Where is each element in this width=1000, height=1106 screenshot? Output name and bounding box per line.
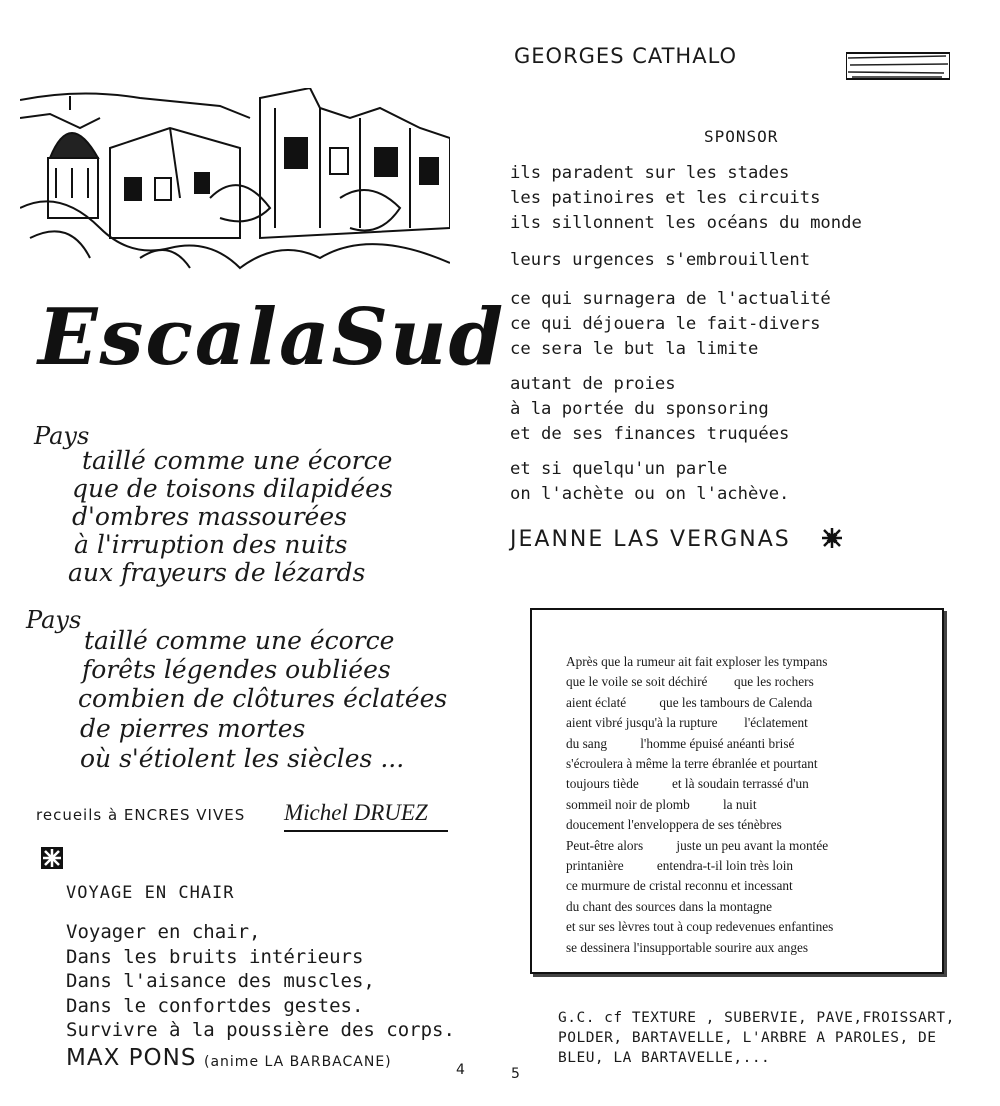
- author-las-vergnas: JEANNE LAS VERGNAS: [510, 527, 791, 552]
- sponsor-line: autant de proies: [510, 374, 676, 394]
- asterisk-ornament-icon: [40, 846, 64, 870]
- voyage-line: Dans le confortdes gestes.: [66, 994, 364, 1017]
- box-line: aient vibré jusqu'à la rupture l'éclatement: [566, 715, 808, 731]
- sponsor-stanza-5: [510, 457, 789, 507]
- voyage-line: Dans les bruits intérieurs: [66, 945, 364, 968]
- box-line: doucement l'enveloppera de ses ténèbres: [566, 817, 782, 833]
- sponsor-line: leurs urgences s'embrouillent: [510, 250, 811, 270]
- page-number-right: 5: [511, 1066, 520, 1082]
- sponsor-line: on l'achète ou on l'achève.: [510, 484, 790, 504]
- sponsor-line: ce qui surnagera de l'actualité: [510, 289, 831, 309]
- voyage-line: Survivre à la poussière des corps.: [66, 1019, 455, 1042]
- box-line: sommeil noir de plomb la nuit: [566, 796, 757, 812]
- author-druez: Michel DRUEZ: [284, 800, 428, 825]
- max-pons-note: (anime LA BARBACANE): [204, 1054, 392, 1070]
- recueils-credit: recueils à ENCRES VIVES: [36, 806, 246, 824]
- sponsor-stanza-1: [510, 161, 862, 236]
- poem2-line-4: de pierres mortes: [80, 714, 306, 743]
- sponsor-stanza-2: [510, 248, 810, 273]
- idees-stamp-graphic: [846, 50, 950, 80]
- poem2-line-1: taillé comme une écorce: [84, 626, 395, 655]
- box-line: se dessinera l'insupportable sourire aux anges: [566, 939, 809, 955]
- box-line: ce murmure de cristal reconnu et incessant: [566, 878, 793, 894]
- gc-note-line: POLDER, BARTAVELLE, L'ARBRE A PAROLES, DE: [558, 1030, 937, 1046]
- sponsor-line: ils sillonnent les océans du monde: [510, 213, 862, 233]
- box-line: toujours tiède et là soudain terrassé d'un: [566, 776, 809, 792]
- escalasud-title: EscalaSud: [38, 292, 506, 383]
- sponsor-line: et si quelqu'un parle: [510, 459, 728, 479]
- box-line: que le voile se soit déchiré que les rochers: [566, 674, 814, 690]
- gc-notes: [558, 1008, 955, 1068]
- sponsor-line: ce qui déjouera le fait-divers: [510, 314, 821, 334]
- sponsor-line: à la portée du sponsoring: [510, 399, 769, 419]
- voyage-line: Voyager en chair,: [66, 921, 261, 943]
- poem2-label: Pays: [26, 606, 82, 634]
- box-line: s'écroulera à même la terre ébranlée et pourtant: [566, 756, 818, 772]
- page-number-left: 4: [456, 1062, 465, 1078]
- poem1-line-1: taillé comme une écorce: [82, 446, 393, 475]
- gc-note-line: G.C. cf TEXTURE , SUBERVIE, PAVE,FROISSART,: [558, 1010, 955, 1026]
- voyage-title: VOYAGE EN CHAIR: [66, 883, 235, 903]
- sponsor-stanza-4: [510, 372, 789, 447]
- idees-stamp: [846, 50, 950, 80]
- voyage-line: Dans l'aisance des muscles,: [66, 970, 375, 993]
- poem1-line-4: à l'irruption des nuits: [74, 530, 348, 559]
- author-max-pons: MAX PONS: [66, 1045, 197, 1071]
- author-cathalo: GEORGES CATHALO: [514, 44, 738, 68]
- sponsor-line: et de ses finances truquées: [510, 424, 790, 444]
- sponsor-line: ils paradent sur les stades: [510, 163, 790, 183]
- village-sketch-illustration: [20, 88, 450, 276]
- voyage-poem: [66, 920, 455, 1043]
- gc-note-line: BLEU, LA BARTAVELLE,...: [558, 1050, 771, 1066]
- druez-underline: [284, 830, 448, 832]
- poem2-line-2: forêts légendes oubliées: [82, 655, 391, 684]
- poem2-line-5: où s'étiolent les siècles ...: [80, 744, 405, 773]
- sponsor-line: les patinoires et les circuits: [510, 188, 821, 208]
- box-line: Peut-être alors juste un peu avant la montée: [566, 837, 829, 853]
- box-line: Après que la rumeur ait fait exploser les tympans: [566, 654, 828, 669]
- box-line: printanière entendra-t-il loin très loin: [566, 858, 794, 874]
- prose-poem-text: [566, 652, 833, 958]
- sponsor-stanza-3: [510, 287, 831, 362]
- box-line: du sang l'homme épuisé anéanti brisé: [566, 735, 795, 751]
- box-line: du chant des sources dans la montagne: [566, 898, 773, 914]
- box-line: et sur ses lèvres tout à coup redevenues enfantines: [566, 919, 834, 935]
- poem1-line-5: aux frayeurs de lézards: [68, 558, 366, 587]
- poem2-line-3: combien de clôtures éclatées: [78, 684, 448, 713]
- star-ornament-icon: [820, 526, 844, 550]
- sponsor-title: SPONSOR: [704, 127, 779, 146]
- poem1-label: Pays: [34, 422, 90, 450]
- poem1-line-3: d'ombres massourées: [72, 502, 347, 531]
- poem1-line-2: que de toisons dilapidées: [72, 474, 393, 503]
- box-line: aient éclaté que les tambours de Calenda: [566, 694, 813, 710]
- sponsor-line: ce sera le but la limite: [510, 339, 759, 359]
